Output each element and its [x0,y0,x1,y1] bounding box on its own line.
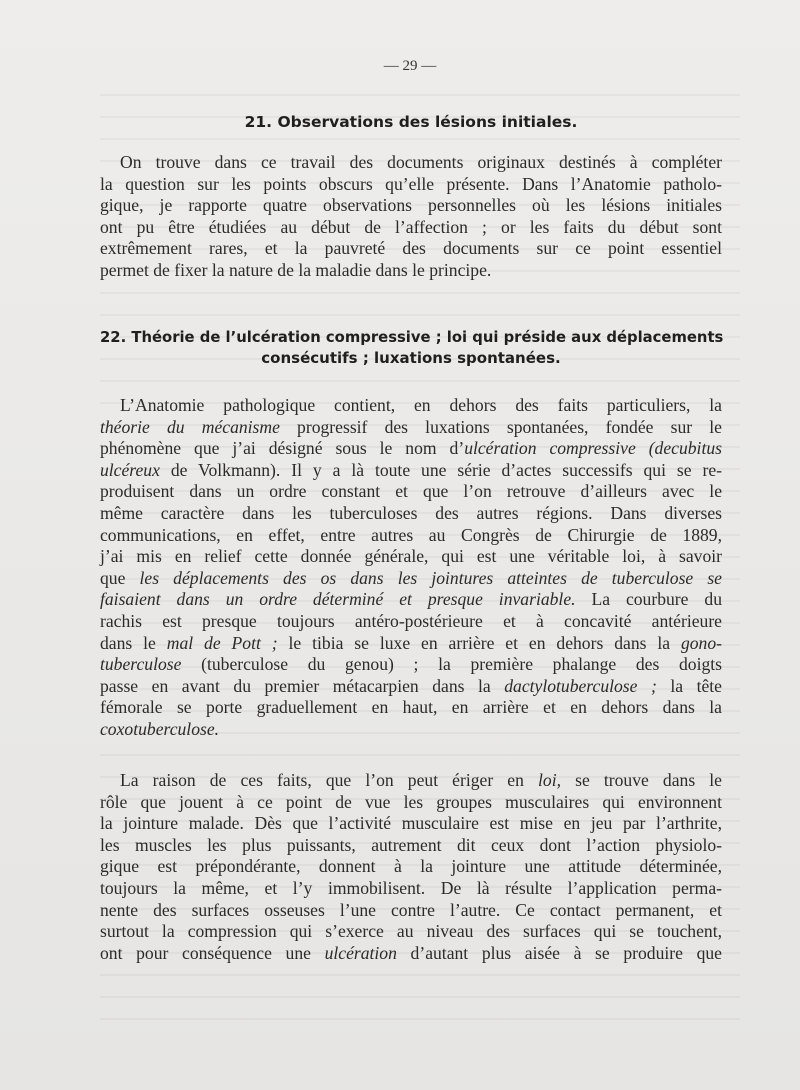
text-line: rachis est presque toujours antéro-postérieure et à concavité antérieure [100,610,722,631]
text-line: faisaient dans un ordre déterminé et presque invariable. La courbure du [100,589,722,610]
text-line: dans le mal de Pott ; le tibia se luxe en arrière et en dehors dans la gono- [100,632,722,653]
italic-term: ulcération [324,942,397,963]
italic-term: mal de Pott ; [166,632,278,653]
section-22-paragraph-2 [100,770,722,964]
text-line: gique est prépondérante, donnent à la jointure une attitude déterminée, [100,856,722,877]
italic-term: théorie du mécanisme [100,416,280,437]
section-22-paragraph-1 [100,395,722,741]
text-line: rôle que jouent à ce point de vue les groupes musculaires qui environnent [100,791,722,812]
italic-term: tuberculose [100,654,182,675]
text-line: que les déplacements des os dans les jointures atteintes de tuberculose se [100,567,722,588]
page-number: — 29 — [383,58,437,74]
text-line: gique, je rapporte quatre observations personnelles où les lésions initiales [100,195,722,216]
text-line: passe en avant du premier métacarpien dans la dactylotuberculose ; la tête [100,675,722,696]
text-line: la jointure malade. Dès que l’activité musculaire est mise en jeu par l’arthrite, [100,813,722,834]
text-line: toujours la même, et l’y immobilisent. De là résulte l’application perma- [100,877,722,898]
italic-term: les déplacements des os dans les jointures atteintes de tuberculose se [139,567,722,588]
text-line: surtout la compression qui s’exerce au niveau des surfaces qui se touchent, [100,921,722,942]
text-line: ulcéreux de Volkmann). Il y a là toute une série d’actes successifs qui se re- [100,459,722,480]
text-line: j’ai mis en relief cette donnée générale, qui est une véritable loi, à savoir [100,546,722,567]
text-line: phénomène que j’ai désigné sous le nom d’ulcération compressive (decubitus [100,438,722,459]
italic-term: loi, [538,770,562,790]
text-line: La raison de ces faits, que l’on peut ériger en loi, se trouve dans le [120,770,722,790]
text-line [100,719,722,741]
text-line: communications, en effet, entre autres au Congrès de Chirurgie de 1889, [100,524,722,545]
text-line: tuberculose (tuberculose du genou) ; la première phalange des doigts [100,654,722,675]
text-line: ont pour conséquence une ulcération d’autant plus aisée à se produire que [100,942,722,963]
text-line: fémorale se porte graduellement en haut, en arrière et en dehors dans la [100,697,722,718]
text-line: produisent dans un ordre constant et que l’on retrouve d’ailleurs avec le [100,481,722,502]
italic-term: dactylotuberculose ; [504,675,657,696]
section-21-paragraph [100,152,722,282]
italic-term: gono- [680,632,722,653]
section-21-heading: 21. Observations des lésions initiales. [244,113,578,131]
text-line: permet de fixer la nature de la maladie dans le principe. [100,259,492,280]
text-line: extrêmement rares, et la pauvreté des documents sur ce point essentiel [100,238,722,259]
italic-term: coxotuberculose. [100,718,220,739]
italic-term: faisaient dans un ordre déterminé et presque invariable. [100,589,576,610]
italic-term: ulcération compressive (decubitus [464,438,722,459]
text-line: la question sur les points obscurs qu’elle présente. Dans l’Anatomie patholo- [100,173,722,194]
text-line: L’Anatomie pathologique contient, en dehors des faits particuliers, la [120,395,722,415]
text-line: même caractère dans les tuberculoses des autres régions. Dans diverses [100,502,722,523]
section-22-heading-line1: 22. Théorie de l’ulcération compressive ; loi qui préside aux déplacements [100,329,724,346]
text-line: théorie du mécanisme progressif des luxations spontanées, fondée sur le [100,416,722,437]
section-22-heading-line2: consécutifs ; luxations spontanées. [261,349,561,367]
text-line: On trouve dans ce travail des documents originaux destinés à compléter [120,152,722,172]
text-line: ont pu être étudiées au début de l’affection ; or les faits du début sont [100,216,722,237]
italic-term: ulcéreux [100,459,160,480]
section-22-heading [100,328,722,368]
text-line: les muscles les plus puissants, autrement dit ceux dont l’action physiolo- [100,834,722,855]
text-line: nente des surfaces osseuses l’une contre l’autre. Ce contact permanent, et [100,899,722,920]
